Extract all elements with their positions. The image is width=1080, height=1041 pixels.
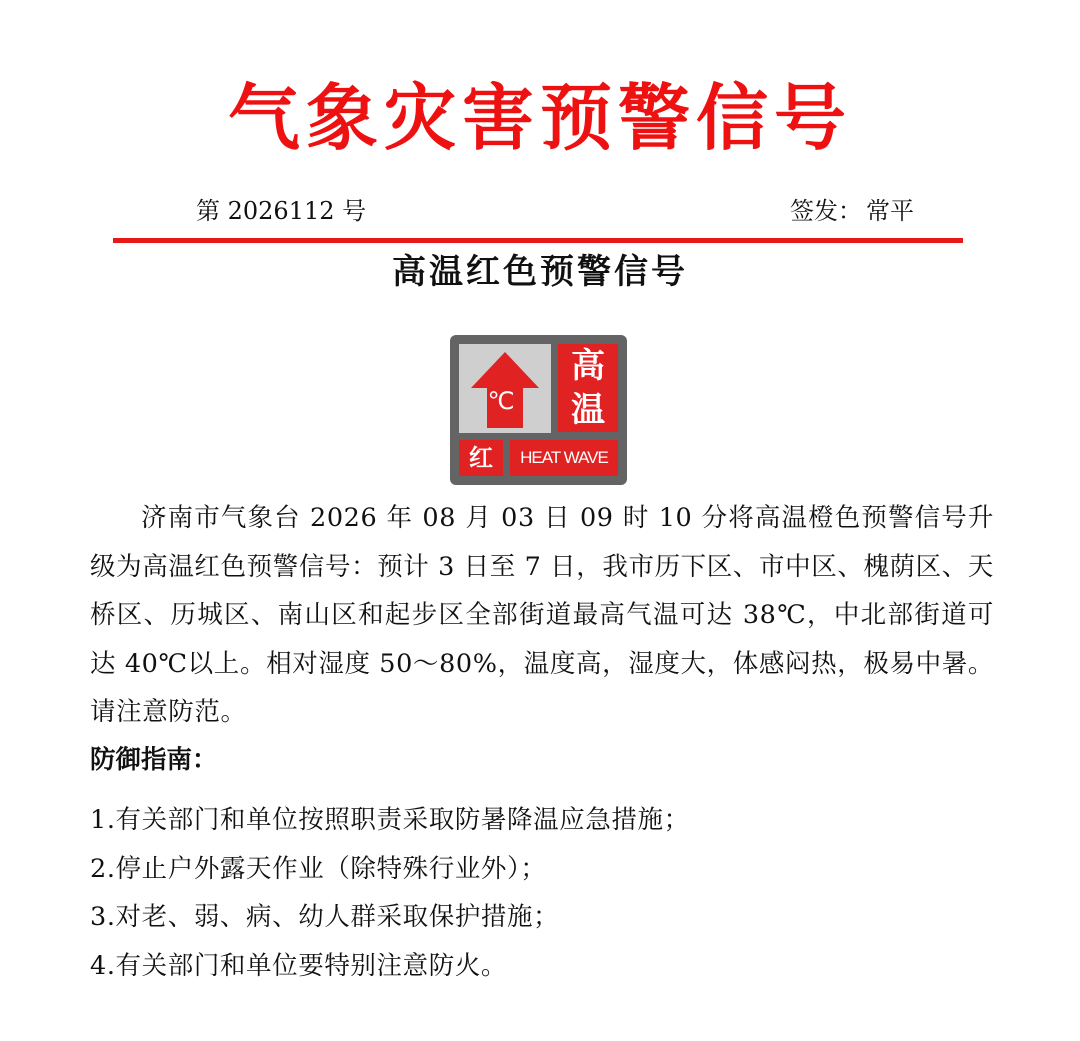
heat-wave-label: HEAT WAVE (510, 440, 618, 476)
document-title: 气象灾害预警信号 (227, 76, 852, 160)
guide-item: 4.有关部门和单位要特别注意防火。 (90, 950, 508, 981)
guide-list (90, 796, 990, 990)
icon-char-top: 高 (558, 344, 618, 388)
icon-char-bottom: 温 (558, 388, 618, 432)
warning-body-paragraph: 济南市气象台 2026 年 08 月 03 日 09 时 10 分将高温橙色预警信号升级为高温红色预警信号：预计 3 日至 7 日，我市历下区、市中区、槐荫区、天桥区、历城区、南山区和起步区全部街道最高气温可达 38℃，中北部街道可达 40℃以上。相对湿度 50～80%，温度高，湿度大，体感闷热，极易中暑。请注意防范。 (90, 503, 994, 727)
document-number: 第 2026112 号 (196, 197, 367, 225)
guide-item: 1.有关部门和单位按照职责采取防暑降温应急措施； (90, 805, 690, 835)
guide-item: 2.停止户外露天作业（除特殊行业外）； (90, 853, 547, 884)
warning-level-char: 红 (459, 440, 503, 476)
issuer-label: 签发： (790, 197, 862, 225)
issuer (790, 196, 914, 226)
warning-subtitle: 高温红色预警信号 (392, 252, 688, 292)
header-divider (113, 238, 963, 243)
guide-item: 3.对老、弱、病、幼人群采取保护措施； (90, 902, 560, 932)
guide-title: 防御指南： (90, 745, 218, 775)
celsius-unit: ℃ (487, 387, 515, 415)
heat-wave-red-warning-icon (450, 335, 627, 485)
issuer-name: 常平 (866, 197, 914, 225)
